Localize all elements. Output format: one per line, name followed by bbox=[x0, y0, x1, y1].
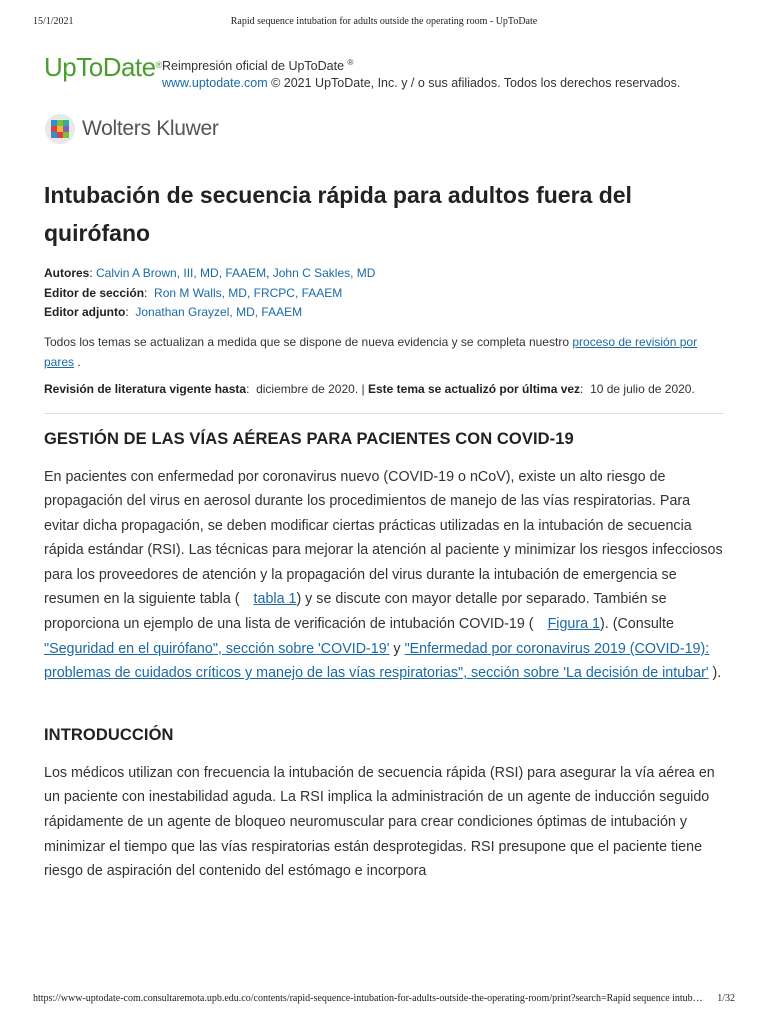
section-editor-label: Editor de sección bbox=[44, 285, 145, 300]
publisher-logo bbox=[44, 113, 219, 145]
review-label: Revisión de literatura vigente hasta bbox=[44, 381, 247, 396]
reprint-line: Reimpresión oficial de UpToDate bbox=[162, 59, 345, 74]
intro-heading: INTRODUCCIÓN bbox=[44, 725, 174, 744]
print-url: https://www-uptodate-com.consultaremota.upb.edu.co/contents/rapid-sequence-intubation-for-adults-outside-the-operating-room/print?search=Rapid sequence intub… bbox=[33, 993, 703, 1004]
article bbox=[44, 176, 724, 884]
site-link[interactable]: www.uptodate.com bbox=[162, 76, 268, 91]
author-link[interactable]: John C Sakles, MD bbox=[272, 266, 376, 280]
table-1-link[interactable]: tabla 1 bbox=[253, 591, 297, 608]
logo-registered-mark: ® bbox=[155, 60, 162, 70]
page-number: 1/32 bbox=[717, 993, 735, 1004]
uptodate-logo bbox=[44, 52, 162, 82]
print-date: 15/1/2021 bbox=[33, 16, 74, 27]
author-link[interactable]: Calvin A Brown, III, MD, FAAEM bbox=[96, 266, 267, 280]
divider bbox=[44, 413, 724, 414]
updated-value: 10 de julio de 2020. bbox=[590, 381, 695, 396]
section-editor-link[interactable]: Ron M Walls, MD, FRCPC, FAAEM bbox=[154, 285, 343, 300]
covid-critical-care-link[interactable]: "Enfermedad por coronavirus 2019 (COVID-19): problemas de cuidados críticos y manejo de las vías respiratorias", sección sobre 'La decisión de intubar' bbox=[44, 640, 710, 682]
or-safety-link[interactable]: "Seguridad en el quirófano", sección sobre 'COVID-19' bbox=[44, 640, 390, 657]
peer-review-link[interactable]: proceso de revisión por pares bbox=[44, 334, 698, 369]
logo-text: UpToDate bbox=[44, 52, 156, 82]
reprint-registered-mark: ® bbox=[347, 58, 354, 67]
deputy-editor-label: Editor adjunto bbox=[44, 305, 126, 319]
review-dates: Revisión de literatura vigente hasta: diciembre de 2020. | Este tema se actualizó por última vez: 10 de julio de 2020. bbox=[44, 381, 695, 396]
publisher-name: Wolters Kluwer bbox=[82, 117, 219, 140]
update-note: Todos los temas se actualizan a medida que se dispone de nueva evidencia y se completa nuestro proceso de revisión por pares . bbox=[44, 334, 698, 369]
reprint-notice bbox=[162, 54, 680, 92]
article-credits: Autores: Calvin A Brown, III, MD, FAAEM, John C Sakles, MD Editor de sección: Ron M Walls, MD, FRCPC, FAAEM Editor adjunto: Jonathan Grayzel, MD, FAAEM bbox=[44, 266, 376, 319]
updated-label: Este tema se actualizó por última vez bbox=[367, 381, 581, 396]
copyright-text: © 2021 UpToDate, Inc. y / o sus afiliados. Todos los derechos reservados. bbox=[271, 76, 681, 91]
wolters-kluwer-icon bbox=[44, 113, 76, 145]
print-title: Rapid sequence intubation for adults outside the operating room - UpToDate bbox=[230, 16, 538, 27]
print-footer bbox=[33, 993, 735, 1007]
covid-paragraph: En pacientes con enfermedad por coronavirus nuevo (COVID-19 o nCoV), existe un alto riesgo de propagación del virus en aerosol durante los procedimientos de manejo de las vías respiratorias. Para evitar dicha propagación, se deben modificar ciertas prácticas utilizadas en la intubación de secuencia rápida estándar (RSI). Las técnicas para mejorar la atención al paciente y minimizar los riesgos infecciosos para los proveedores de atención y la propagación del virus durante la intubación de emergencia se resumen en la siguiente tabla ( tabla 1) y se discute con mayor detalle por separado. También se proporciona un ejemplo de una lista de verificación de intubación COVID-19 ( Figura 1). (Consulte "Seguridad en el quirófano", sección sobre 'COVID-19' y "Enfermedad por coronavirus 2019 (COVID-19): problemas de cuidados críticos y manejo de las vías respiratorias", sección sobre 'La decisión de intubar' ). bbox=[44, 468, 723, 682]
deputy-editor-link[interactable]: Jonathan Grayzel, MD, FAAEM bbox=[135, 305, 303, 319]
print-header bbox=[33, 16, 735, 30]
figure-1-link[interactable]: Figura 1 bbox=[547, 616, 601, 633]
article-title: Intubación de secuencia rápida para adultos fuera del quirófano bbox=[44, 182, 632, 246]
review-value: diciembre de 2020. bbox=[256, 381, 359, 396]
intro-paragraph: Los médicos utilizan con frecuencia la intubación de secuencia rápida (RSI) para asegurar la vía aérea en un paciente con inestabilidad aguda. La RSI implica la administración de un agente de inducción seguido rápidamente de un agente de bloqueo neuromuscular para crear condiciones óptimas de intubación y minimizar el tiempo que las vías respiratorias están desprotegidas. RSI presupone que el paciente tiene riesgo de aspiración del contenido del estómago e incorpora bbox=[44, 764, 715, 880]
authors-label: Autores bbox=[44, 266, 90, 280]
covid-heading: GESTIÓN DE LAS VÍAS AÉREAS PARA PACIENTES CON COVID-19 bbox=[44, 429, 574, 448]
